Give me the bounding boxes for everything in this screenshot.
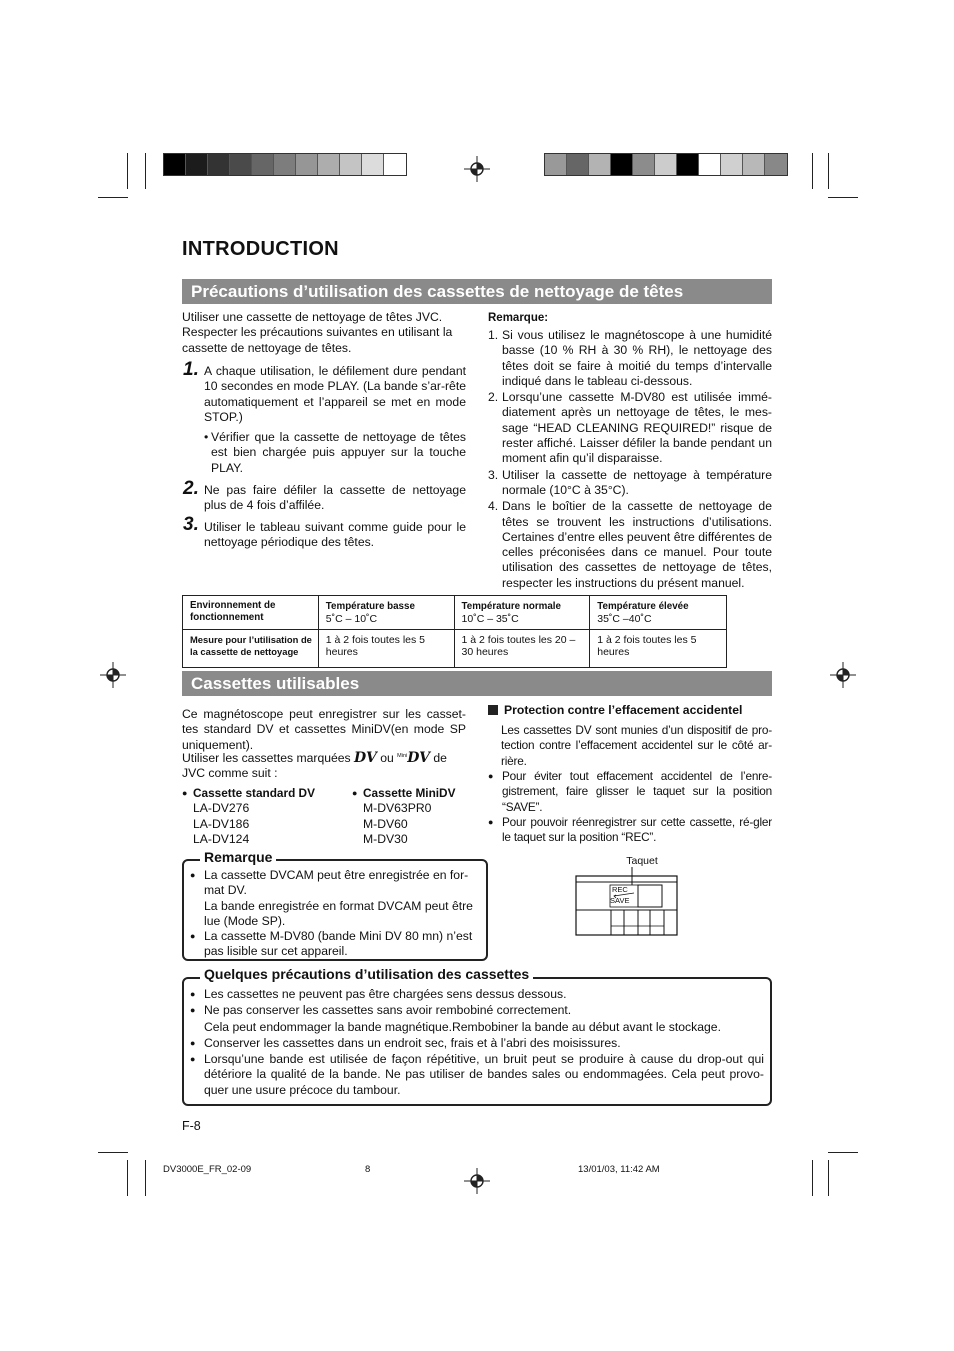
crop-mark xyxy=(828,1160,829,1196)
color-swatch xyxy=(208,154,230,175)
remarque-item: 4. Dans le boîtier de la cassette de nettoyage de têtes se trouvent les instructions d’utilisations. Certaines d’entre elles peuvent être différentes de celles préconisées dans ce manuel. Pour toute utilisation des cassettes de nettoyage de têtes, respecter les instructions du présent manuel. xyxy=(488,499,772,590)
color-swatch xyxy=(230,154,252,175)
cassette-tab-diagram xyxy=(570,852,685,938)
page-number: F-8 xyxy=(182,1119,201,1133)
crop-mark xyxy=(127,1160,128,1196)
table-header-cell: Température basse 5˚C – 10˚C xyxy=(318,596,454,630)
crop-mark xyxy=(98,1152,128,1153)
standard-dv-list: ● Cassette standard DV LA-DV276 LA-DV186 LA-DV124 xyxy=(182,786,332,847)
remarque-box-list: ● La cassette DVCAM peut être enregistrée en for-mat DV. La bande enregistrée en format DVCAM peut être lue (Mode SP). ● La cassette M-DV80 (bande Mini DV 80 mn) n’est pas lisible sur cet appareil. xyxy=(190,868,480,960)
color-bar-left xyxy=(163,153,407,176)
crop-mark xyxy=(828,153,829,189)
protection-title: Protection contre l’effacement accidentel xyxy=(504,703,743,717)
precautions-box-title: Quelques précautions d’utilisation des cassettes xyxy=(200,966,533,982)
color-swatch xyxy=(633,154,655,175)
section-heading-cassettes: Cassettes utilisables xyxy=(182,671,772,696)
color-swatch xyxy=(274,154,296,175)
remarque-item: 2. Lorsqu’une cassette M-DV80 est utilisée immé-diatement après un nettoyage de têtes, le mes-sage “HEAD CLEANING REQUIRED!” risque de rester affiché. Laisser défiler la bande pendant un moment afin qu’il disparaisse. xyxy=(488,390,772,466)
step-2-text: Ne pas faire défiler la cassette de nettoyage plus de 4 fois d’affilée. xyxy=(204,483,466,513)
precautions-list: ● Les cassettes ne peuvent pas être chargées sens dessus dessous. ● Ne pas conserver les cassettes sans avoir rembobiné correctement. Cela peut endommager la bande magnétique.Rembobiner la bande au début avant le stockage. ● Conserver les cassettes dans un endroit sec, frais et à l’abri des moisissures. ● Lorsqu’une bande est utilisée de façon répétitive, un bruit peut se produire à cause du drop-out qui détériore la qualité de la bande. Ne pas utiliser de bandes sales ou endommagées. Cela peut provo-quer une usure précoce du tambour. xyxy=(190,987,764,1098)
color-swatch xyxy=(589,154,611,175)
registration-target-icon xyxy=(464,1168,490,1194)
dv-logo-icon: DV xyxy=(354,750,377,767)
crop-mark xyxy=(127,153,128,189)
footer-date: 13/01/03, 11:42 AM xyxy=(578,1164,660,1175)
section-heading-precautions: Précautions d’utilisation des cassettes de nettoyage de têtes xyxy=(182,279,772,304)
color-swatch xyxy=(677,154,699,175)
color-swatch xyxy=(721,154,743,175)
save-label: SAVE xyxy=(610,896,630,905)
taquet-label: Taquet xyxy=(626,855,658,867)
remarque-label: Remarque: xyxy=(488,312,549,324)
footer-num: 8 xyxy=(365,1164,371,1175)
remarque-box-title: Remarque xyxy=(200,849,276,865)
step-1-text: A chaque utilisation, le défilement dure pendant 10 secondes en mode PLAY. (La bande s’ar-rête automatiquement et l’appareil se met en mode STOP.) xyxy=(204,364,466,424)
registration-target-icon xyxy=(830,662,856,688)
color-swatch xyxy=(743,154,765,175)
crop-mark xyxy=(145,1160,146,1196)
color-swatch xyxy=(296,154,318,175)
crop-mark xyxy=(812,1160,813,1196)
remarque-item: 3. Utiliser la cassette de nettoyage à température normale (10°C à 35°C). xyxy=(488,467,772,497)
table-cell: 1 à 2 fois toutes les 5 heures xyxy=(590,630,727,668)
registration-target-icon xyxy=(100,662,126,688)
crop-mark xyxy=(812,153,813,189)
protection-text: Les cassettes DV sont munies d’un dispositif de pro-tection contre l’effacement accidentel sur le côté ar-rière. xyxy=(501,723,772,768)
table-header-cell: Température normale 10˚C – 35˚C xyxy=(454,596,590,630)
crop-mark xyxy=(98,197,128,198)
color-swatch xyxy=(164,154,186,175)
protection-bullets: ● Pour éviter tout effacement accidentel de l’enre-gistrement, faire glisser le taquet sur la position “SAVE”. ● Pour pouvoir réenregistrer sur cette cassette, ré-gler le taquet sur la position “REC”. xyxy=(488,769,772,845)
color-swatch xyxy=(186,154,208,175)
color-swatch xyxy=(318,154,340,175)
color-swatch xyxy=(252,154,274,175)
color-swatch xyxy=(362,154,384,175)
table-cell: 1 à 2 fois toutes les 5 heures xyxy=(318,630,454,668)
color-swatch xyxy=(567,154,589,175)
step-number-1: 1. xyxy=(183,359,199,380)
crop-mark xyxy=(828,1152,858,1153)
section1-intro: Utiliser une cassette de nettoyage de têtes JVC. Respecter les précautions suivantes en utilisant la cassette de nettoyage de têtes. xyxy=(182,310,453,355)
registration-target-icon xyxy=(464,156,490,182)
remarque-list xyxy=(488,328,772,592)
step-number-2: 2. xyxy=(183,478,199,499)
crop-mark xyxy=(828,197,858,198)
minidv-logo-icon: Mini xyxy=(397,753,408,759)
step-number-3: 3. xyxy=(183,514,199,535)
step-3-text: Utiliser le tableau suivant comme guide pour le nettoyage périodique des têtes. xyxy=(204,520,466,550)
cleaning-frequency-table xyxy=(182,595,727,668)
section2-intro: Ce magnétoscope peut enregistrer sur les casset-tes standard DV et cassettes MiniDV(en mode SP uniquement). xyxy=(182,707,466,752)
color-swatch xyxy=(384,154,406,175)
table-header-cell: Environnement de fonctionnement xyxy=(183,596,319,630)
table-cell: Mesure pour l’utilisation de la cassette de nettoyage xyxy=(183,630,319,668)
crop-mark xyxy=(145,153,146,189)
color-swatch xyxy=(545,154,567,175)
rec-label: REC xyxy=(612,885,628,894)
table-cell: 1 à 2 fois toutes les 20 – 30 heures xyxy=(454,630,590,668)
square-bullet-icon xyxy=(488,705,498,715)
minidv-list: ● Cassette MiniDV M-DV63PR0 M-DV60 M-DV30 xyxy=(352,786,482,847)
color-swatch xyxy=(611,154,633,175)
color-swatch xyxy=(765,154,787,175)
color-swatch xyxy=(699,154,721,175)
step-1-sub-bullet: • Vérifier que la cassette de nettoyage de têtes est bien chargée puis appuyer sur la touche PLAY. xyxy=(204,430,466,475)
color-swatch xyxy=(340,154,362,175)
page-title: INTRODUCTION xyxy=(182,238,339,260)
color-swatch xyxy=(655,154,677,175)
remarque-item: 1. Si vous utilisez le magnétoscope à une humidité basse (10 % RH à 30 % RH), le nettoyage des têtes doit se faire à moitié du temps d’intervalle indiqué dans le tableau ci-dessous. xyxy=(488,328,772,388)
color-bar-right xyxy=(544,153,788,176)
section2-intro-logos: Utiliser les cassettes marquées DV ou $^{Mini}$DV de JVC comme suit : xyxy=(182,750,447,781)
table-header-cell: Température élevée 35˚C –40˚C xyxy=(590,596,727,630)
footer-file: DV3000E_FR_02-09 xyxy=(163,1164,252,1175)
